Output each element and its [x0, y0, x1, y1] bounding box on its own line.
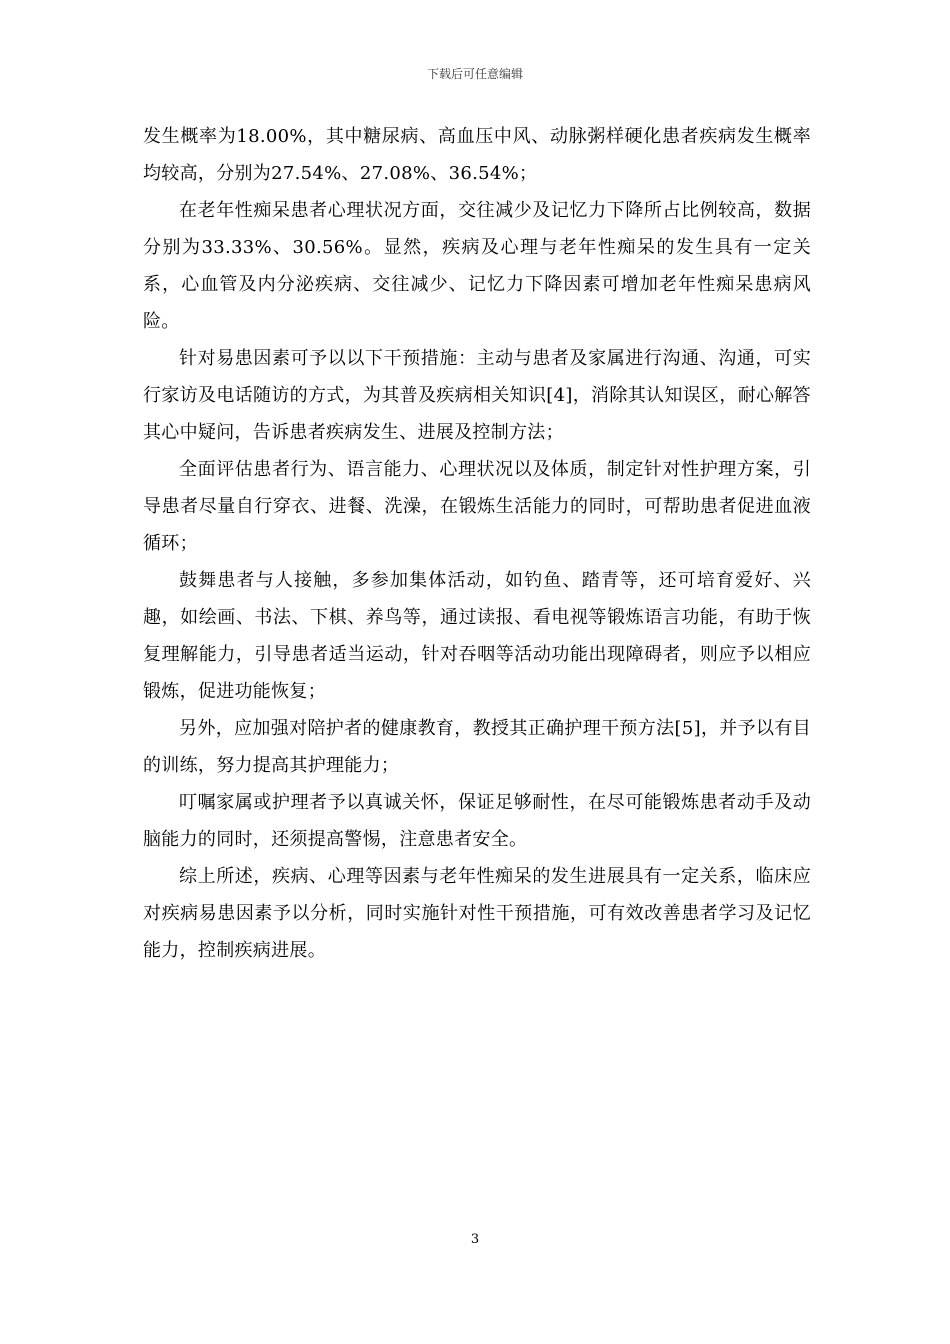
paragraph-1: 发生概率为18.00%，其中糖尿病、高血压中风、动脉粥样硬化患者疾病发生概率均较高，分别为27.54%、27.08%、36.54%； [143, 126, 811, 184]
paragraph-5: 鼓舞患者与人接触，多参加集体活动，如钓鱼、踏青等，还可培育爱好、兴趣，如绘画、书法、下棋、养鸟等，通过读报、看电视等锻炼语言功能，有助于恢复理解能力，引导患者适当运动，针对吞咽等活动功能出现障碍者，则应予以相应锻炼，促进功能恢复； [143, 570, 811, 702]
paragraph-7: 叮嘱家属或护理者予以真诚关怀，保证足够耐性，在尽可能锻炼患者动手及动脑能力的同时，还须提高警惕，注意患者安全。 [143, 792, 811, 850]
paragraph-6: 另外，应加强对陪护者的健康教育，教授其正确护理干预方法[5]，并予以有目的训练，努力提高其护理能力； [143, 718, 811, 776]
paragraph-2: 在老年性痴呆患者心理状况方面，交往减少及记忆力下降所占比例较高，数据分别为33.33%、30.56%。显然，疾病及心理与老年性痴呆的发生具有一定关系，心血管及内分泌疾病、交往减少、记忆力下降因素可增加老年性痴呆患病风险。 [143, 200, 811, 332]
paragraph-8: 综上所述，疾病、心理等因素与老年性痴呆的发生进展具有一定关系，临床应对疾病易患因素予以分析，同时实施针对性干预措施，可有效改善患者学习及记忆能力，控制疾病进展。 [143, 866, 811, 961]
document-body [143, 118, 811, 969]
paragraph-4: 全面评估患者行为、语言能力、心理状况以及体质，制定针对性护理方案，引导患者尽量自行穿衣、进餐、洗澡，在锻炼生活能力的同时，可帮助患者促进血液循环； [143, 459, 811, 554]
page-number: 3 [470, 1232, 480, 1247]
page-header: 下载后可任意编辑 [426, 67, 523, 81]
paragraph-3: 针对易患因素可予以以下干预措施：主动与患者及家属进行沟通、沟通，可实行家访及电话随访的方式，为其普及疾病相关知识[4]，消除其认知误区，耐心解答其心中疑问，告诉患者疾病发生、进展及控制方法； [143, 348, 811, 443]
